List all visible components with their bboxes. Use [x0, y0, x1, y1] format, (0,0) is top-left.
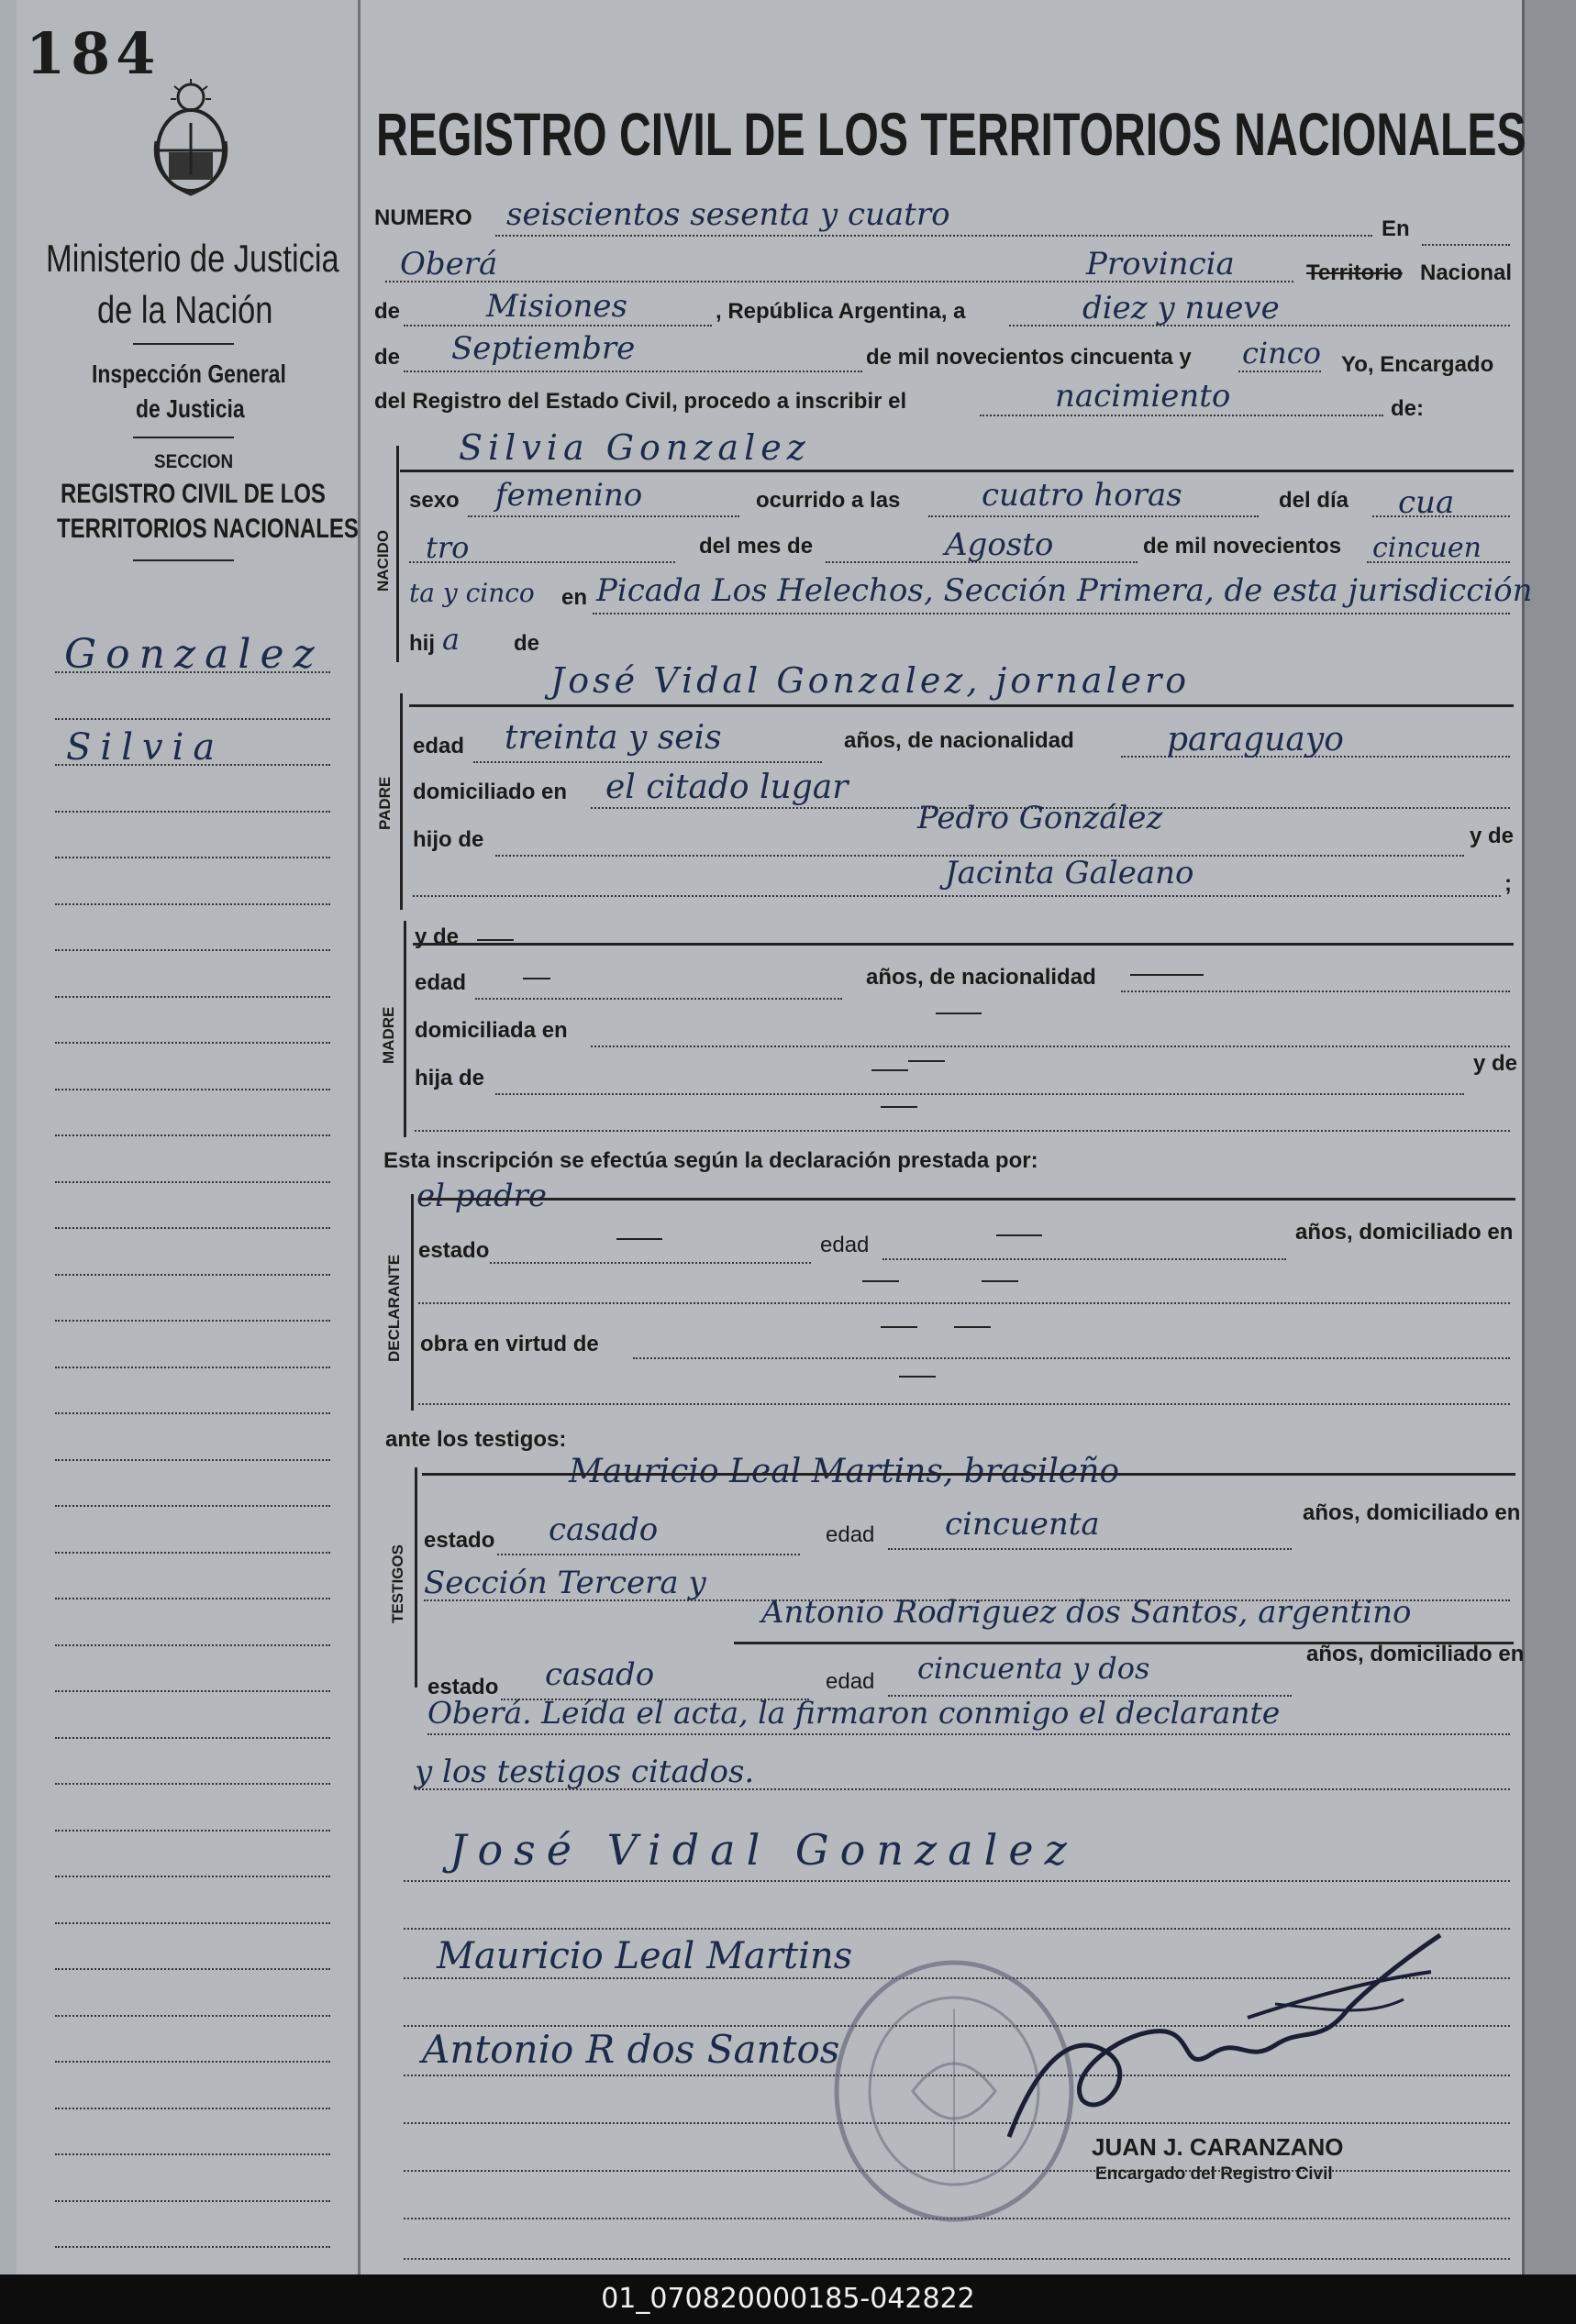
label-edad-declarante: edad [820, 1233, 870, 1257]
dotted-line [593, 613, 1510, 614]
label-estado-declarante: estado [418, 1238, 490, 1263]
label-y-de: y de [1470, 824, 1515, 848]
dotted-line [404, 1880, 1510, 1882]
label-ante: ante los testigos: [385, 1427, 567, 1452]
dotted-line [404, 325, 712, 326]
ledger-line [55, 1644, 330, 1646]
dotted-line [1121, 990, 1510, 992]
ledger-line [55, 718, 330, 720]
rule [411, 1194, 414, 1411]
label-del-registro: del Registro del Estado Civil, procedo a inscribir el [374, 389, 907, 414]
section-line-3: TERRITORIOS NACIONALES [57, 514, 359, 544]
ledger-line [55, 1042, 330, 1044]
closing-text: y los testigos citados. [415, 1754, 755, 1790]
dotted-line [928, 515, 1259, 517]
ledger-line [55, 671, 330, 673]
label-anos-dom-t2: años, domiciliado en [1306, 1642, 1525, 1666]
dotted-line [475, 998, 842, 1000]
ledger-line [55, 2061, 330, 2063]
label-semicolon: ; [1504, 871, 1512, 896]
empty-mark [996, 1234, 1042, 1236]
dotted-line [497, 1554, 800, 1555]
ledger-line [55, 2153, 330, 2155]
divider [133, 343, 234, 345]
empty-mark [908, 1060, 945, 1062]
paternal-grandfather: Pedro González [917, 800, 1163, 836]
dotted-line [882, 1258, 1286, 1260]
dotted-line [427, 1733, 1510, 1735]
rule [409, 704, 1514, 707]
signature-father: José Vidal Gonzalez [449, 1825, 1078, 1875]
ledger-line [55, 1552, 330, 1554]
rule [400, 693, 403, 910]
index-column [17, 0, 361, 2274]
empty-mark [982, 1280, 1018, 1282]
empty-mark [881, 1326, 917, 1328]
page-edge [1522, 0, 1576, 2274]
dotted-line [495, 1093, 1464, 1095]
ledger-line [55, 2015, 330, 2017]
label-estado-t2: estado [427, 1675, 499, 1699]
rule [418, 1198, 1515, 1201]
empty-mark [862, 1280, 899, 1282]
inspection-line-2: de Justicia [136, 394, 245, 423]
birth-sex: femenino [495, 477, 643, 514]
witness-2-status: casado [545, 1656, 655, 1693]
empty-mark [954, 1326, 991, 1328]
label-edad-t1: edad [826, 1522, 875, 1547]
rule [413, 943, 1514, 946]
ledger-line [55, 903, 330, 905]
ledger-line [55, 996, 330, 998]
ledger-line [55, 1181, 330, 1183]
empty-mark [523, 978, 550, 979]
section-testigos: TESTIGOS [389, 1544, 406, 1623]
national-coat-of-arms [147, 77, 235, 198]
ledger-line [55, 1968, 330, 1970]
divider [133, 437, 234, 438]
empty-mark [871, 1069, 908, 1071]
section-line-2: REGISTRO CIVIL DE LOS [61, 479, 326, 509]
dotted-line [591, 1046, 1510, 1047]
witness-1-address: Sección Tercera y [424, 1565, 706, 1601]
registered-name: Silvia Gonzalez [459, 427, 811, 468]
label-edad: edad [413, 734, 465, 758]
witness-1-age: cincuenta [945, 1506, 1100, 1543]
father-nationality: paraguayo [1167, 721, 1344, 758]
witness-2-address: Oberá. Leída el acta, la firmaron conmigo el declarante [427, 1695, 1281, 1731]
dotted-line [473, 761, 822, 763]
dotted-line [404, 371, 862, 372]
ledger-line [55, 2108, 330, 2109]
birth-year-part2: ta y cinco [409, 578, 535, 608]
signature-witness-2: Antonio R dos Santos [422, 2027, 840, 2072]
label-de: de [374, 299, 401, 324]
section-madre: MADRE [380, 1006, 397, 1064]
father-address: el citado lugar [605, 769, 849, 806]
label-inscripcion: Esta inscripción se efectúa según la declaración prestada por: [383, 1148, 1038, 1173]
signature-witness-1: Mauricio Leal Martins [437, 1935, 853, 1977]
ledger-line [55, 1367, 330, 1368]
file-caption: 01_070820000185-042822 [0, 2274, 1576, 2324]
dotted-line [468, 515, 739, 517]
label-mil: de mil novecientos cincuenta y [866, 345, 1192, 370]
dotted-line [495, 235, 1372, 237]
record-act: nacimiento [1055, 378, 1231, 415]
label-domiciliado-en: domiciliado en [413, 780, 568, 804]
ledger-line [55, 1505, 330, 1507]
section-line-1: SECCION [154, 451, 234, 472]
rule [396, 446, 399, 662]
dotted-line [1422, 244, 1510, 246]
label-en-lower: en [561, 585, 588, 610]
ledger-line [55, 1227, 330, 1229]
label-anos-dom-t1: años, domiciliado en [1303, 1500, 1521, 1525]
dotted-line [418, 1403, 1510, 1405]
dotted-line [404, 2258, 1510, 2260]
witness-1: Mauricio Leal Martins, brasileño [569, 1453, 1120, 1490]
birth-day-part1: cua [1398, 484, 1455, 521]
witness-2: Antonio Rodriguez dos Santos, argentino [761, 1594, 1412, 1631]
label-sexo: sexo [409, 488, 460, 513]
ledger-line [55, 1274, 330, 1276]
label-yo: Yo, Encargado [1341, 352, 1494, 377]
label-domiciliada-en: domiciliada en [415, 1018, 568, 1043]
ministry-line-1: Ministerio de Justicia [46, 237, 339, 280]
label-edad-t2: edad [826, 1669, 875, 1694]
ledger-line [55, 1830, 330, 1832]
label-ocurrido: ocurrido a las [756, 488, 901, 513]
dotted-line [418, 1302, 1510, 1304]
dotted-line [490, 1262, 811, 1264]
dotted-line [980, 415, 1383, 416]
record-number: seiscientos sesenta y cuatro [506, 196, 950, 233]
witness-1-status: casado [549, 1511, 659, 1548]
ministry-line-2: de la Nación [97, 288, 273, 331]
empty-mark [899, 1376, 936, 1378]
label-edad-madre: edad [415, 970, 467, 995]
label-hijo-de: hijo de [413, 827, 484, 852]
divider [133, 559, 234, 561]
page-number: 184 [26, 20, 161, 87]
birth-day-part2: tro [426, 530, 470, 565]
label-territorio: Territorio [1306, 260, 1403, 285]
label-anos-nac-madre: años, de nacionalidad [866, 965, 1096, 990]
label-y-de-madre: y de [415, 924, 460, 949]
birth-hour: cuatro horas [982, 477, 1182, 514]
section-nacido: NACIDO [374, 529, 392, 592]
record-province: Provincia [1086, 246, 1235, 282]
ledger-line [55, 1412, 330, 1414]
registrar-signature [972, 1917, 1449, 2146]
record-province-name: Misiones [486, 288, 627, 325]
ledger-line [55, 857, 330, 858]
father-name: José Vidal Gonzalez, jornalero [550, 660, 1191, 701]
ledger-line [55, 811, 330, 813]
label-de: de [374, 345, 401, 370]
ledger-line [55, 1922, 330, 1924]
label-estado-t1: estado [424, 1528, 495, 1553]
father-age: treinta y seis [505, 719, 722, 757]
section-declarante: DECLARANTE [385, 1254, 403, 1362]
record-place: Oberá [400, 246, 498, 282]
label-y-de-hija: y de [1473, 1051, 1518, 1076]
label-nacional: Nacional [1420, 260, 1513, 285]
ledger-line [55, 1134, 330, 1136]
label-anos-nac: años, de nacionalidad [844, 728, 1074, 753]
empty-mark [881, 1106, 917, 1108]
ledger-line [55, 1876, 330, 1877]
index-surname: Gonzalez [64, 631, 324, 678]
dotted-line [413, 895, 1501, 897]
birth-month: Agosto [945, 526, 1054, 563]
label-del-mes: del mes de [699, 534, 814, 559]
witness-2-age: cincuenta y dos [917, 1651, 1150, 1686]
rule [400, 470, 1514, 472]
dotted-line [633, 1357, 1510, 1359]
ledger-line [55, 1598, 330, 1599]
ledger-line [55, 2200, 330, 2202]
record-day: diez y nueve [1082, 290, 1280, 326]
ledger-line [55, 949, 330, 951]
dotted-line [415, 1788, 1510, 1790]
ledger-line [55, 764, 330, 766]
label-de-mil-nov: de mil novecientos [1143, 534, 1342, 559]
index-name: Silvia [66, 726, 225, 769]
label-numero: NUMERO [374, 205, 472, 230]
empty-mark [1130, 974, 1204, 976]
label-de-colon: de: [1391, 396, 1424, 421]
form-title: REGISTRO CIVIL DE LOS TERRITORIOS NACIONALES [376, 100, 1526, 168]
registrar-name: JUAN J. CARANZANO [1092, 2133, 1344, 2161]
section-padre: PADRE [376, 776, 394, 830]
record-month: Septiembre [451, 330, 636, 367]
empty-mark [936, 1013, 982, 1014]
child-gender-suffix: a [442, 622, 461, 657]
rule [477, 939, 514, 941]
registrar-title: Encargado del Registro Civil [1095, 2164, 1333, 2184]
record-year: cinco [1242, 336, 1321, 371]
dotted-line [888, 1548, 1292, 1550]
ledger-line [55, 1737, 330, 1739]
ledger-line [55, 2246, 330, 2248]
rule [422, 1473, 1515, 1476]
label-anos-dom-declarante: años, domiciliado en [1295, 1220, 1514, 1245]
label-hija-de: hija de [415, 1066, 485, 1090]
birth-place: Picada Los Helechos, Sección Primera, de esta jurisdicción [596, 572, 1533, 609]
label-de: de [514, 631, 540, 656]
label-del-dia: del día [1279, 488, 1349, 513]
ledger-line [55, 1089, 330, 1090]
ledger-line [55, 1459, 330, 1461]
dotted-line [415, 1130, 1510, 1132]
rule [404, 921, 406, 1137]
label-hij: hij [409, 631, 435, 656]
paternal-grandmother: Jacinta Galeano [945, 855, 1194, 891]
ledger-line [55, 1320, 330, 1322]
rule [415, 1467, 417, 1688]
ledger-line [55, 1783, 330, 1785]
ledger-line [55, 1690, 330, 1692]
empty-mark [616, 1238, 662, 1240]
label-obra: obra en virtud de [420, 1332, 599, 1356]
inspection-line-1: Inspección General [92, 360, 286, 388]
birth-year-part1: cincuen [1372, 532, 1482, 564]
declarant: el padre [416, 1178, 547, 1214]
label-republica: , República Argentina, a [716, 299, 966, 324]
dotted-line [1238, 371, 1321, 372]
label-en: En [1382, 216, 1410, 241]
